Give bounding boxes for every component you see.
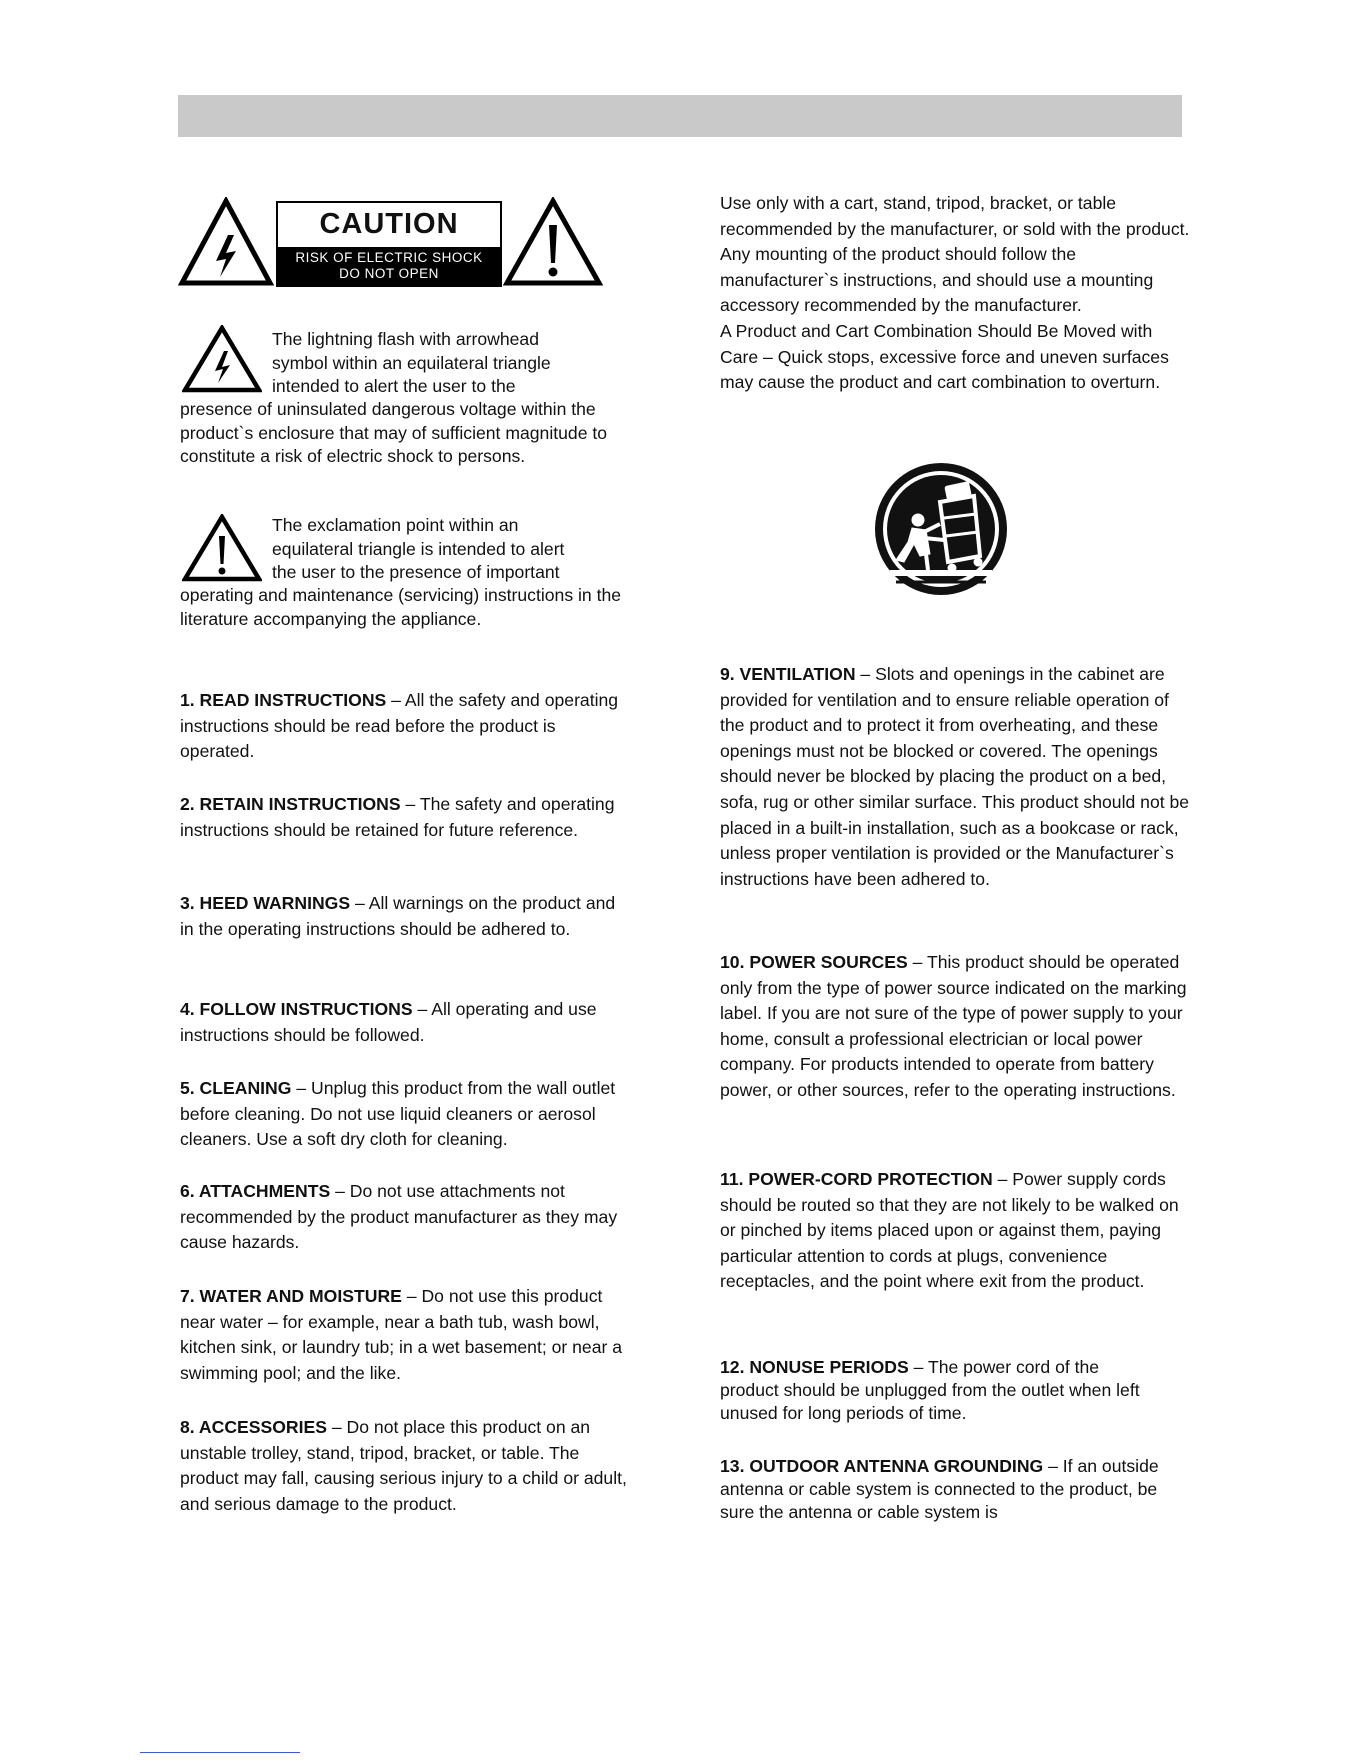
caution-subtitle xyxy=(278,247,500,285)
safety-item-6 xyxy=(180,1179,630,1256)
item-separator: – xyxy=(386,690,405,710)
safety-item-2 xyxy=(180,792,630,843)
text-line: The lightning flash with arrowhead xyxy=(272,329,539,349)
caution-label xyxy=(178,197,603,287)
item-text: Slots and openings in the cabinet are provided for ventilation and to ensure reliable operation of the product and to protect it from overheating, and these openings must not be blocked or covered. The openings should never be blocked by placing the product on a bed, sofa, rug or other similar surface. This product should not be placed in a built-in installation, such as a bookcase or rack, unless proper ventilation is provided or the Manufacturer`s instructions have been adhered to. xyxy=(720,664,1190,889)
text-line: The exclamation point within an xyxy=(272,515,519,535)
item-separator: – xyxy=(412,999,432,1019)
item-heading: 4. FOLLOW INSTRUCTIONS xyxy=(180,999,413,1019)
text-line: equilateral triangle is intended to alert xyxy=(272,538,565,559)
safety-item-3 xyxy=(180,891,630,942)
cart-tipover-warning-icon xyxy=(870,458,1012,600)
caution-line-1: RISK OF ELECTRIC SHOCK xyxy=(295,250,483,265)
item-separator: – xyxy=(992,1169,1013,1189)
caution-title: CAUTION xyxy=(319,208,459,240)
cart-paragraph-1: Use only with a cart, stand, tripod, bracket, or table recommended by the manufacturer, or sold with the product. Any mounting of the product should follow the manufacturer`s instructions, and should use a mounting accessory recommended by the manufacturer. xyxy=(720,193,1190,316)
item-text: Do not use attachments not recommended by the product manufacturer as they may cause hazards. xyxy=(180,1181,618,1253)
item-separator: – xyxy=(326,1417,347,1437)
lightning-small-icon xyxy=(182,325,262,393)
item-heading: 1. READ INSTRUCTIONS xyxy=(180,690,387,710)
text-line: intended to alert the user to the xyxy=(272,376,516,396)
text-line: the user to the presence of important xyxy=(272,562,560,582)
item-text: This product should be operated only from the type of power source indicated on the marking label. If you are not sure of the type of power supply to your home, consult a professional electrician or local power company. For products intended to operate from battery power, or other sources, refer to the operating instructions. xyxy=(720,952,1187,1100)
item-separator: – xyxy=(1043,1456,1063,1476)
exclamation-explanation-head xyxy=(272,514,632,585)
item-heading: 3. HEED WARNINGS xyxy=(180,893,351,913)
item-heading: 11. POWER-CORD PROTECTION xyxy=(720,1169,993,1189)
item-heading: 8. ACCESSORIES xyxy=(180,1417,327,1437)
item-heading: 7. WATER AND MOISTURE xyxy=(180,1286,402,1306)
item-text: Do not use this product near water – for example, near a bath tub, wash bowl, kitchen sink, or laundry tub; in a wet basement; or near a swimming pool; and the like. xyxy=(180,1286,623,1383)
text-line: symbol within an equilateral triangle xyxy=(272,352,551,373)
item-heading: 10. POWER SOURCES xyxy=(720,952,908,972)
item-text: Power supply cords should be routed so that they are not likely to be walked on or pinched by items placed upon or against them, paying particular attention to cords at plugs, convenience receptacles, and the point where exit from the product. xyxy=(720,1169,1179,1292)
safety-item-10 xyxy=(720,950,1190,1104)
exclamation-small-icon xyxy=(182,514,262,582)
item-heading: 2. RETAIN INSTRUCTIONS xyxy=(180,794,401,814)
safety-item-7 xyxy=(180,1284,630,1386)
safety-item-1 xyxy=(180,688,630,765)
item-heading: 5. CLEANING xyxy=(180,1078,292,1098)
caution-box xyxy=(276,201,502,287)
item-separator: – xyxy=(855,664,876,684)
lightning-triangle-icon xyxy=(178,197,274,287)
item-separator: – xyxy=(350,893,369,913)
lightning-explanation-body: presence of uninsulated dangerous voltage within the product`s enclosure that may of sufficient magnitude to constitute a risk of electric shock to persons. xyxy=(180,399,608,466)
page-header-bar xyxy=(178,95,1182,137)
item-separator: – xyxy=(907,952,927,972)
item-separator: – xyxy=(400,794,420,814)
item-separator: – xyxy=(291,1078,312,1098)
item-separator: – xyxy=(908,1357,928,1377)
item-heading: 12. NONUSE PERIODS xyxy=(720,1357,909,1377)
safety-item-11 xyxy=(720,1167,1190,1295)
item-text: All operating and use instructions should be followed. xyxy=(180,999,597,1045)
safety-item-9 xyxy=(720,662,1190,892)
item-text: If an outside antenna or cable system is connected to the product, be sure the antenna or cable system is xyxy=(720,1456,1159,1522)
item-text: The power cord of the product should be unplugged from the outlet when left unused for long periods of time. xyxy=(720,1357,1140,1423)
item-text: All the safety and operating instructions should be read before the product is operated. xyxy=(180,690,619,762)
exclamation-triangle-icon xyxy=(503,197,603,287)
cart-paragraph-2: A Product and Cart Combination Should Be Moved with Care – Quick stops, excessive force and uneven surfaces may cause the product and cart combination to overturn. xyxy=(720,320,1169,393)
bottom-rule xyxy=(140,1752,300,1753)
safety-item-5 xyxy=(180,1076,635,1153)
item-text: Do not place this product on an unstable trolley, stand, tripod, bracket, or table. The product may fall, causing serious injury to a child or adult, and serious damage to the product. xyxy=(180,1417,627,1514)
item-separator: – xyxy=(330,1181,350,1201)
safety-item-12 xyxy=(720,1356,1160,1425)
item-text: Unplug this product from the wall outlet before cleaning. Do not use liquid cleaners or aerosol cleaners. Use a soft dry cloth for cleaning. xyxy=(180,1078,616,1150)
cart-instructions xyxy=(720,191,1190,396)
exclamation-explanation-body: operating and maintenance (servicing) instructions in the literature accompanying the appliance. xyxy=(180,585,622,629)
item-heading: 13. OUTDOOR ANTENNA GROUNDING xyxy=(720,1456,1044,1476)
item-text: All warnings on the product and in the operating instructions should be adhered to. xyxy=(180,893,616,939)
safety-item-4 xyxy=(180,997,630,1048)
item-heading: 6. ATTACHMENTS xyxy=(180,1181,331,1201)
safety-item-8 xyxy=(180,1415,630,1517)
item-text: The safety and operating instructions should be retained for future reference. xyxy=(180,794,615,840)
item-heading: 9. VENTILATION xyxy=(720,664,856,684)
safety-item-13 xyxy=(720,1455,1160,1524)
lightning-explanation-head xyxy=(272,328,632,399)
caution-line-2: DO NOT OPEN xyxy=(339,266,439,281)
item-separator: – xyxy=(401,1286,422,1306)
